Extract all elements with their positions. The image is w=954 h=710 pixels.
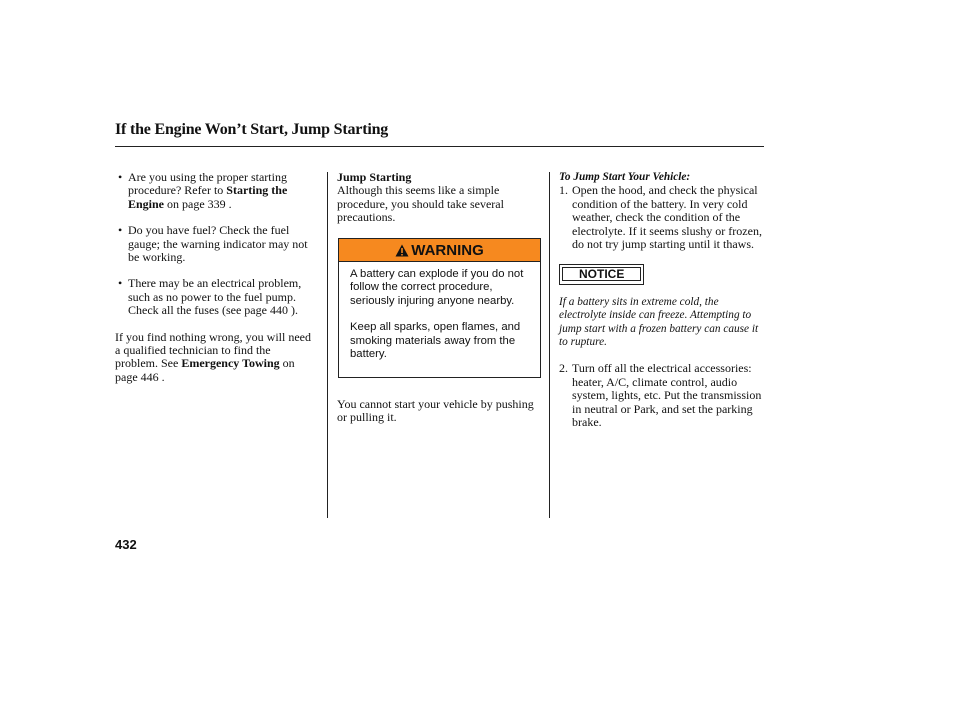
procedure-heading: To Jump Start Your Vehicle:	[559, 171, 691, 183]
warning-triangle-icon	[395, 244, 409, 257]
column-divider-1	[327, 172, 328, 518]
link-starting-the-engine[interactable]: Starting the Engine	[128, 183, 288, 211]
title-divider	[115, 146, 764, 147]
middle-column	[337, 171, 537, 225]
left-column	[115, 171, 315, 384]
list-item: 1. Open the hood, and check the physical condition of the battery. In very cold weather, check the condition of the electrolyte. If it seems slushy or frozen, do not try jump starting until it thaws.	[559, 183, 762, 252]
bullet-icon: •	[118, 170, 123, 184]
warning-label: WARNING	[411, 241, 484, 259]
column-divider-2	[549, 172, 550, 518]
notice-label: NOTICE	[562, 267, 641, 281]
warning-box	[338, 238, 541, 378]
warning-text: A battery can explode if you do not follow the correct procedure, seriously injuring anyone nearby.	[350, 268, 524, 307]
page-title: If the Engine Won’t Start, Jump Starting	[115, 121, 389, 138]
notice-text: If a battery sits in extreme cold, the electrolyte inside can freeze. Attempting to jump start with a frozen battery can cause it to rupture.	[559, 295, 759, 349]
warning-text: Keep all sparks, open flames, and smoking materials away from the battery.	[350, 321, 521, 361]
bullet-icon: •	[118, 276, 123, 291]
body-paragraph: You cannot start your vehicle by pushing or pulling it.	[337, 397, 534, 425]
step-number: 1.	[559, 183, 568, 198]
middle-column-footer	[337, 398, 537, 425]
warning-body	[339, 262, 540, 361]
warning-header	[339, 239, 540, 262]
link-emergency-towing[interactable]: Emergency Towing	[181, 356, 280, 371]
body-paragraph: If you find nothing wrong, you will need a qualified technician to find the problem. See Emergency Towing on page 446 .	[115, 329, 311, 384]
step-number: 2.	[559, 361, 568, 376]
notice-badge	[559, 264, 644, 284]
list-item: • Do you have fuel? Check the fuel gauge; the warning indicator may not be working.	[118, 223, 308, 265]
intro-paragraph: Although this seems like a simple procedure, you should take several precautions.	[337, 183, 504, 225]
page-number: 432	[115, 537, 137, 552]
section-heading: Jump Starting	[337, 170, 412, 184]
right-column	[559, 171, 764, 430]
list-item: • There may be an electrical problem, such as no power to the fuel pump. Check all the fuses (see page 440 ).	[118, 276, 302, 318]
bullet-icon: •	[118, 223, 123, 238]
list-item: • Are you using the proper starting procedure? Refer to Starting the Engine on page 339 .	[118, 170, 288, 211]
list-item: 2. Turn off all the electrical accessories: heater, A/C, climate control, audio system, lights, etc. Put the transmission in neutral or Park, and set the parking brake.	[559, 361, 762, 430]
